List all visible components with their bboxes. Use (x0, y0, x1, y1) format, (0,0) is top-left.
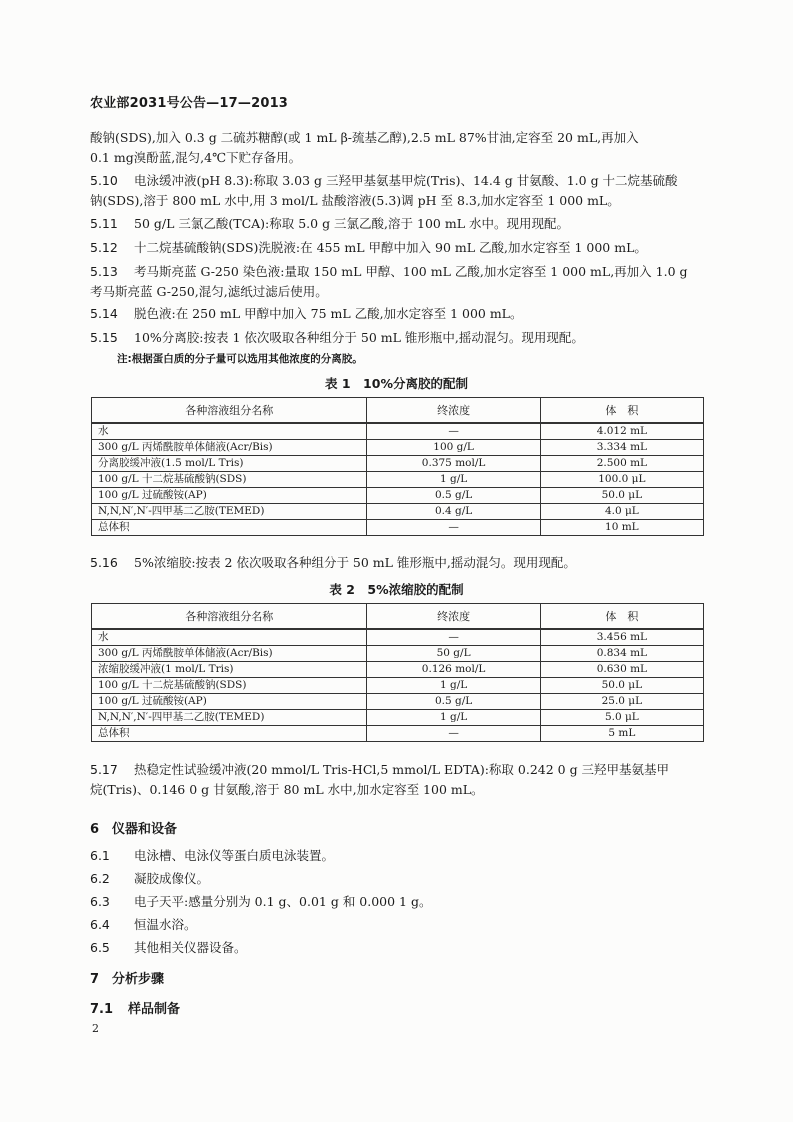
table-cell: 0.375 mol/L (367, 456, 540, 472)
document-header: 农业部2031号公告—17—2013 (90, 96, 289, 111)
clause-text: 50 g/L 三氯乙酸(TCA):称取 5.0 g 三氯乙酸,溶于 100 mL 水中。现用现配。 (134, 216, 569, 231)
heading-number: 7.1 (90, 1002, 114, 1017)
clause-number: 5.13 (90, 264, 118, 279)
clause-5-16 (90, 553, 710, 573)
clause-text: 钠(SDS),溶于 800 mL 水中,用 3 mol/L 盐酸溶液(5.3)调 pH 至 8.3,加水定容至 1 000 mL。 (90, 193, 620, 208)
page-number: 2 (92, 1022, 99, 1035)
heading-text: 分析步骤 (112, 972, 165, 987)
table-cell: 3.334 mL (540, 440, 703, 456)
table-header-cell: 体 积 (540, 398, 703, 424)
clause-text: 热稳定性试验缓冲液(20 mmol/L Tris-HCl,5 mmol/L EDTA):称取 0.242 0 g 三羟甲基氨基甲 (134, 762, 670, 777)
clause-number: 5.10 (90, 173, 118, 188)
table1 (91, 397, 704, 536)
clause-text: 考马斯亮蓝 G-250,混匀,滤纸过滤后使用。 (90, 284, 328, 299)
table-row (92, 488, 704, 504)
section-heading-7-1 (90, 998, 180, 1017)
heading-number: 6 (90, 822, 100, 837)
table-cell: 100 g/L 十二烷基硫酸钠(SDS) (92, 472, 367, 488)
table-header-cell: 终浓度 (367, 604, 540, 630)
table-cell: 4.012 mL (540, 423, 703, 440)
table-cell: 0.5 g/L (367, 694, 540, 710)
table-cell: 1 g/L (367, 710, 540, 726)
clause-number: 5.11 (90, 216, 118, 231)
heading-text: 样品制备 (128, 1002, 181, 1017)
table-cell: 总体积 (92, 520, 367, 536)
table-cell: — (367, 423, 540, 440)
table-cell: 1 g/L (367, 472, 540, 488)
table-row (92, 694, 704, 710)
paragraph-text: 酸钠(SDS),加入 0.3 g 二硫苏糖醇(或 1 mL β-巯基乙醇),2.5 mL 87%甘油,定容至 20 mL,再加入 (90, 130, 639, 145)
table-cell: 100 g/L 过硫酸铵(AP) (92, 488, 367, 504)
table-row (92, 423, 704, 440)
clause-number: 5.17 (90, 762, 118, 777)
table-cell: 100 g/L (367, 440, 540, 456)
table2-caption: 表 2 5%浓缩胶的配制 (329, 582, 464, 597)
table-cell: 100.0 μL (540, 472, 703, 488)
clause-text: 十二烷基硫酸钠(SDS)洗脱液:在 455 mL 甲醇中加入 90 mL 乙酸,加水定容至 1 000 mL。 (134, 240, 647, 255)
table-header-cell: 体 积 (540, 604, 703, 630)
table-cell: 300 g/L 丙烯酰胺单体储液(Acr/Bis) (92, 646, 367, 662)
table-cell: — (367, 520, 540, 536)
table-cell: 2.500 mL (540, 456, 703, 472)
clause-text: 烷(Tris)、0.146 0 g 甘氨酸,溶于 80 mL 水中,加水定容至 100 mL。 (90, 782, 484, 797)
table-cell: 4.0 μL (540, 504, 703, 520)
note: 注:根据蛋白质的分子量可以选用其他浓度的分离胶。 (117, 353, 363, 365)
table-header-cell: 各种溶液组分名称 (92, 604, 367, 630)
clause-6-2 (90, 869, 710, 889)
table-cell: — (367, 726, 540, 742)
table-cell: 3.456 mL (540, 629, 703, 646)
table-row (92, 629, 704, 646)
table-row (92, 440, 704, 456)
table-cell: 100 g/L 十二烷基硫酸钠(SDS) (92, 678, 367, 694)
clause-6-4 (90, 915, 710, 935)
clause-text: 恒温水浴。 (134, 917, 197, 932)
heading-number: 7 (90, 972, 100, 987)
section-heading-7 (90, 968, 164, 987)
clause-number: 5.12 (90, 240, 118, 255)
table-row (92, 662, 704, 678)
clause-5-12 (90, 238, 710, 258)
table-cell: 50.0 μL (540, 488, 703, 504)
clause-6-3 (90, 892, 710, 912)
table-cell: 分离胶缓冲液(1.5 mol/L Tris) (92, 456, 367, 472)
table-header-cell: 各种溶液组分名称 (92, 398, 367, 424)
table-cell: 0.4 g/L (367, 504, 540, 520)
table-cell: 5 mL (540, 726, 703, 742)
table-cell: 1 g/L (367, 678, 540, 694)
table-row (92, 504, 704, 520)
table-cell: 50 g/L (367, 646, 540, 662)
table-row-total (92, 520, 704, 536)
clause-number: 5.14 (90, 306, 118, 321)
clause-text: 电泳缓冲液(pH 8.3):称取 3.03 g 三羟甲基氨基甲烷(Tris)、14.4 g 甘氨酸、1.0 g 十二烷基硫酸 (134, 173, 678, 188)
table-cell: 25.0 μL (540, 694, 703, 710)
table-cell: 总体积 (92, 726, 367, 742)
clause-text: 脱色液:在 250 mL 甲醇中加入 75 mL 乙酸,加水定容至 1 000 mL。 (134, 306, 523, 321)
clause-number: 6.1 (90, 848, 110, 863)
clause-5-13 (90, 262, 710, 302)
heading-text: 仪器和设备 (112, 822, 178, 837)
clause-text: 考马斯亮蓝 G-250 染色液:量取 150 mL 甲醇、100 mL 乙酸,加水定容至 1 000 mL,再加入 1.0 g (134, 264, 688, 279)
section-heading-6 (90, 818, 177, 837)
clause-text: 电子天平:感量分别为 0.1 g、0.01 g 和 0.000 1 g。 (134, 894, 432, 909)
clause-6-1 (90, 846, 710, 866)
table-cell: N,N,N′,N′-四甲基二乙胺(TEMED) (92, 504, 367, 520)
table-cell: 10 mL (540, 520, 703, 536)
table-cell: — (367, 629, 540, 646)
paragraph-continuation (90, 128, 710, 168)
table-cell: 0.126 mol/L (367, 662, 540, 678)
paragraph-text: 0.1 mg溴酚蓝,混匀,4℃下贮存备用。 (90, 150, 302, 165)
clause-5-14 (90, 304, 710, 324)
clause-5-15 (90, 328, 710, 348)
table-cell: 0.5 g/L (367, 488, 540, 504)
table-cell: 100 g/L 过硫酸铵(AP) (92, 694, 367, 710)
clause-5-10 (90, 171, 710, 211)
clause-number: 6.2 (90, 871, 110, 886)
table-header-row (92, 398, 704, 424)
table-row (92, 472, 704, 488)
clause-5-17 (90, 760, 710, 800)
table-row-total (92, 726, 704, 742)
table-cell: 0.630 mL (540, 662, 703, 678)
table-row (92, 646, 704, 662)
clause-number: 6.3 (90, 894, 110, 909)
clause-text: 其他相关仪器设备。 (134, 940, 247, 955)
clause-text: 电泳槽、电泳仪等蛋白质电泳装置。 (134, 848, 335, 863)
clause-number: 6.4 (90, 917, 110, 932)
clause-5-11 (90, 214, 710, 234)
clause-number: 5.16 (90, 555, 118, 570)
table-cell: 水 (92, 423, 367, 440)
table-cell: 50.0 μL (540, 678, 703, 694)
clause-6-5 (90, 938, 710, 958)
clause-text: 10%分离胶:按表 1 依次吸取各种组分于 50 mL 锥形瓶中,摇动混匀。现用现配。 (134, 330, 584, 345)
clause-number: 6.5 (90, 940, 110, 955)
table-cell: 浓缩胶缓冲液(1 mol/L Tris) (92, 662, 367, 678)
table-row (92, 456, 704, 472)
table-cell: N,N,N′,N′-四甲基二乙胺(TEMED) (92, 710, 367, 726)
clause-text: 凝胶成像仪。 (134, 871, 210, 886)
clause-number: 5.15 (90, 330, 118, 345)
table1-caption: 表 1 10%分离胶的配制 (325, 376, 468, 391)
table-row (92, 678, 704, 694)
clause-text: 5%浓缩胶:按表 2 依次吸取各种组分于 50 mL 锥形瓶中,摇动混匀。现用现配。 (134, 555, 576, 570)
table-header-cell: 终浓度 (367, 398, 540, 424)
table-row (92, 710, 704, 726)
table-cell: 0.834 mL (540, 646, 703, 662)
table-cell: 300 g/L 丙烯酰胺单体储液(Acr/Bis) (92, 440, 367, 456)
table-cell: 5.0 μL (540, 710, 703, 726)
table-header-row (92, 604, 704, 630)
table2 (91, 603, 704, 742)
table-cell: 水 (92, 629, 367, 646)
